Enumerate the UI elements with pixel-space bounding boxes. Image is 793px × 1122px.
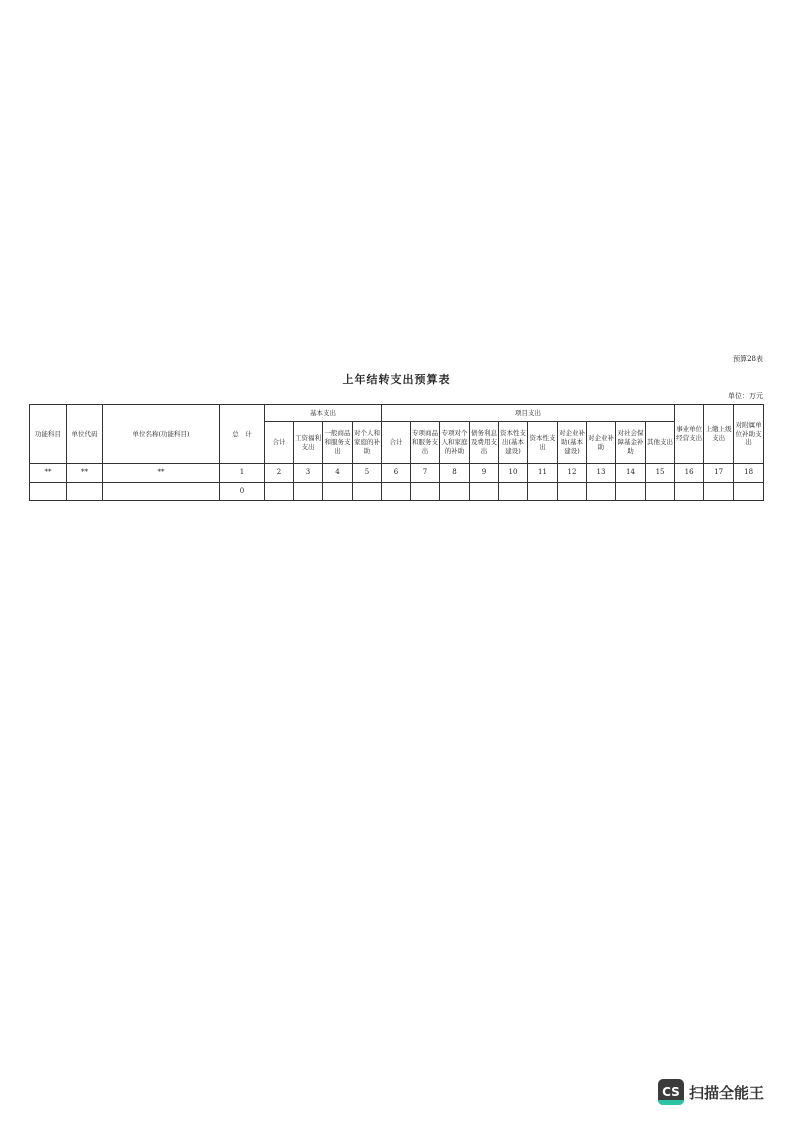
form-number: 预算28表 [733, 355, 763, 363]
header-basic-group: 基本支出 [265, 405, 382, 422]
index-cell: 12 [558, 464, 587, 483]
index-cell: 15 [646, 464, 675, 483]
index-cell: 8 [440, 464, 470, 483]
data-cell [499, 483, 528, 501]
header-subsidiary: 对附属单位补助支出 [734, 405, 764, 464]
index-cell: ** [67, 464, 103, 483]
index-cell: 5 [353, 464, 382, 483]
header-project-group: 项目支出 [382, 405, 675, 422]
header-row-1 [30, 405, 764, 422]
index-cell: 16 [675, 464, 704, 483]
index-cell: 7 [411, 464, 440, 483]
index-cell: 4 [323, 464, 353, 483]
data-cell [323, 483, 353, 501]
header-project-col: 债务利息及费用支出 [470, 422, 499, 464]
data-cell [616, 483, 646, 501]
table-row [30, 483, 764, 501]
header-unit-name: 单位名称(功能科目) [103, 405, 220, 464]
index-cell: 14 [616, 464, 646, 483]
header-basic-col: 对个人和家庭的补助 [353, 422, 382, 464]
header-project-col: 对企业补助(基本建设) [558, 422, 587, 464]
data-cell [470, 483, 499, 501]
index-cell: 3 [294, 464, 323, 483]
header-project-col: 对企业补助 [587, 422, 616, 464]
header-project-col: 合计 [382, 422, 411, 464]
header-basic-col: 合计 [265, 422, 294, 464]
data-cell [353, 483, 382, 501]
index-cell: 10 [499, 464, 528, 483]
data-cell [294, 483, 323, 501]
header-project-col: 对社会保障基金补助 [616, 422, 646, 464]
scanner-watermark [658, 1079, 764, 1105]
header-unit-code: 单位代码 [67, 405, 103, 464]
header-total: 总 计 [220, 405, 265, 464]
data-cell [382, 483, 411, 501]
header-project-col: 专项对个人和家庭的补助 [440, 422, 470, 464]
index-cell: 6 [382, 464, 411, 483]
data-cell [30, 483, 67, 501]
data-cell [587, 483, 616, 501]
budget-table [29, 404, 764, 501]
data-cell [440, 483, 470, 501]
header-basic-col: 一般商品和服务支出 [323, 422, 353, 464]
index-row [30, 464, 764, 483]
index-cell: 9 [470, 464, 499, 483]
header-project-col: 专项商品和服务支出 [411, 422, 440, 464]
data-cell [646, 483, 675, 501]
header-basic-col: 工资福利支出 [294, 422, 323, 464]
data-cell [265, 483, 294, 501]
watermark-text: 扫描全能王 [689, 1083, 765, 1102]
index-cell: ** [103, 464, 220, 483]
unit-label: 单位：万元 [728, 392, 763, 400]
camscanner-logo-icon: CS [658, 1079, 684, 1105]
data-cell [558, 483, 587, 501]
data-cell [675, 483, 704, 501]
index-cell: 11 [528, 464, 558, 483]
index-cell: 2 [265, 464, 294, 483]
header-business-ops: 事业单位经营支出 [675, 405, 704, 464]
index-cell: 17 [704, 464, 734, 483]
header-project-col: 资本性支出(基本建设) [499, 422, 528, 464]
data-cell [704, 483, 734, 501]
index-cell: 18 [734, 464, 764, 483]
data-cell: 0 [220, 483, 265, 501]
header-func-subject: 功能科目 [30, 405, 67, 464]
data-cell [528, 483, 558, 501]
index-cell: 13 [587, 464, 616, 483]
header-project-col: 其他支出 [646, 422, 675, 464]
header-project-col: 资本性支出 [528, 422, 558, 464]
index-cell: ** [30, 464, 67, 483]
data-cell [411, 483, 440, 501]
page-title: 上年结转支出预算表 [342, 373, 451, 386]
data-cell [103, 483, 220, 501]
data-cell [67, 483, 103, 501]
header-upper-payment: 上缴上级支出 [704, 405, 734, 464]
data-cell [734, 483, 764, 501]
index-cell: 1 [220, 464, 265, 483]
